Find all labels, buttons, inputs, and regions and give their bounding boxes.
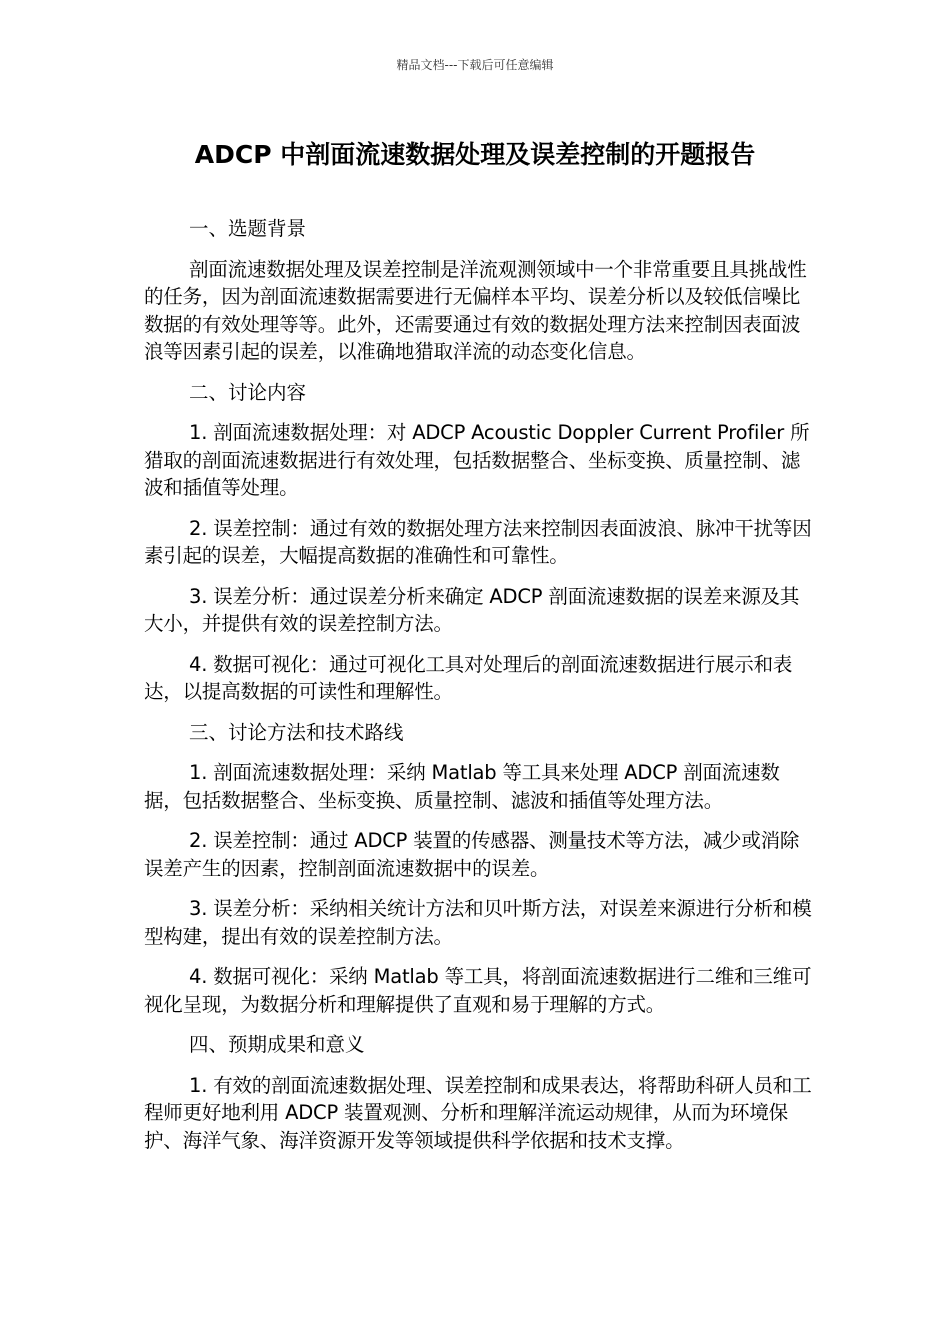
- list-item-paragraph: 1. 有效的剖面流速数据处理、误差控制和成果表达，将帮助科研人员和工程师更好地利用 ADCP 装置观测、分析和理解洋流运动规律，从而为环境保护、海洋气象、海洋资源开发等领域提供科学依据和技术支撑。: [144, 1073, 812, 1152]
- section-heading: 一、选题背景: [189, 217, 307, 240]
- list-item-paragraph: 3. 误差分析：通过误差分析来确定 ADCP 剖面流速数据的误差来源及其大小，并提供有效的误差控制方法。: [144, 584, 800, 635]
- section-research-content: [144, 379, 816, 706]
- paragraph: 剖面流速数据处理及误差控制是洋流观测领域中一个非常重要且具挑战性的任务，因为剖面流速数据需要进行无偏样本平均、误差分析以及较低信噪比数据的有效处理等等。此外，还需要通过有效的数据处理方法来控制因表面波浪等因素引起的误差，以准确地猎取洋流的动态变化信息。: [144, 257, 807, 363]
- section-heading: 三、讨论方法和技术路线: [189, 720, 404, 744]
- list-item-paragraph: 1. 剖面流速数据处理：采纳 Matlab 等工具来处理 ADCP 剖面流速数据，包括数据整合、坐标变换、质量控制、滤波和插值等处理方法。: [144, 761, 780, 812]
- list-item-paragraph: 3. 误差分析：采纳相关统计方法和贝叶斯方法，对误差来源进行分析和模型构建，提出有效的误差控制方法。: [144, 897, 812, 948]
- page-header: 精品文档---下载后可任意编辑: [396, 58, 554, 72]
- document-body: [144, 215, 816, 1167]
- document-title: ADCP 中剖面流速数据处理及误差控制的开题报告: [194, 140, 756, 169]
- section-background: [144, 215, 816, 366]
- list-item-paragraph: 2. 误差控制：通过 ADCP 装置的传感器、测量技术等方法，减少或消除误差产生的因素，控制剖面流速数据中的误差。: [144, 829, 800, 880]
- list-item-paragraph: 4. 数据可视化：采纳 Matlab 等工具，将剖面流速数据进行二维和三维可视化呈现，为数据分析和理解提供了直观和易于理解的方式。: [144, 965, 812, 1016]
- list-item-paragraph: 2. 误差控制：通过有效的数据处理方法来控制因表面波浪、脉冲干扰等因素引起的误差，大幅提高数据的准确性和可靠性。: [144, 516, 812, 567]
- list-item-paragraph: 1. 剖面流速数据处理：对 ADCP Acoustic Doppler Current Profiler 所猎取的剖面流速数据进行有效处理，包括数据整合、坐标变换、质量控制、滤波和插值等处理。: [144, 421, 810, 499]
- section-heading: 二、讨论内容: [189, 380, 307, 404]
- section-methods: [144, 719, 816, 1019]
- section-expected-results: [144, 1031, 816, 1154]
- section-heading: 四、预期成果和意义: [189, 1033, 365, 1056]
- list-item-paragraph: 4. 数据可视化：通过可视化工具对处理后的剖面流速数据进行展示和表达，以提高数据的可读性和理解性。: [144, 652, 793, 703]
